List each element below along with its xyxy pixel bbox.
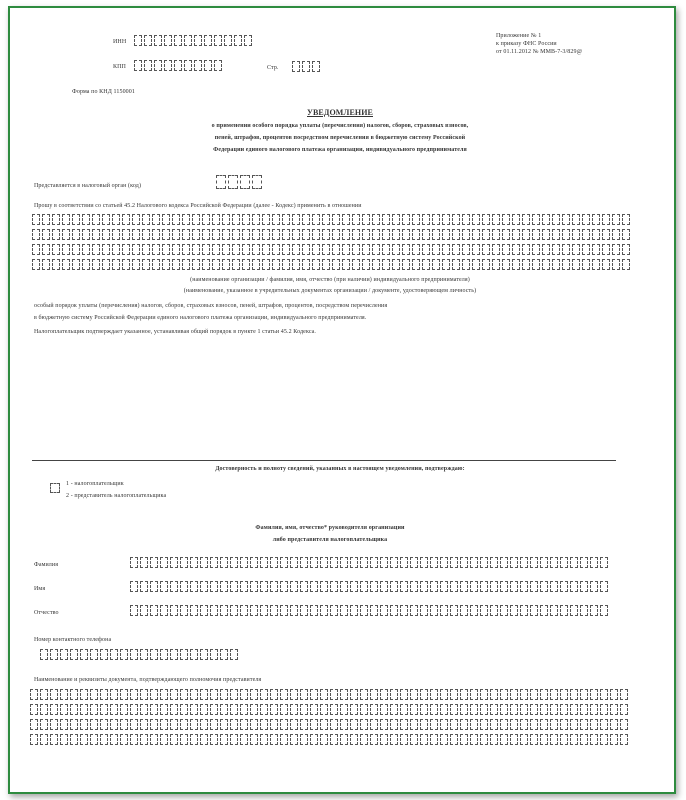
tax-authority-label: Представляется в налоговый орган (код) — [34, 183, 142, 189]
inn-label: ИНН — [113, 39, 127, 45]
person-heading-2: либо представителя налогоплательщика — [272, 537, 388, 543]
request-line: Прошу в соответствии со статьей 45.2 Налогового кодекса Российской Федерации (далее - Кодекс) применить в отношении — [34, 203, 362, 209]
form-title: УВЕДОМЛЕНИЕ — [307, 108, 373, 117]
doc-cells-row-3[interactable] — [30, 719, 630, 730]
org-name-row-3[interactable] — [32, 244, 632, 255]
patronymic-label: Отчество — [34, 610, 59, 616]
org-name-row-1[interactable] — [32, 214, 632, 225]
doc-label: Наименование и реквизиты документа, подтверждающего полномочия представителя — [34, 677, 262, 683]
person-heading: Фамилия, имя, отчество* руководителя организации — [255, 525, 405, 531]
title-line: о применении особого порядка уплаты (перечисления) налогов, сборов, страховых взносов, — [211, 123, 469, 129]
page-number-cells[interactable] — [292, 61, 322, 72]
name-cells[interactable] — [130, 581, 610, 592]
doc-cells-row-1[interactable] — [30, 689, 630, 700]
paragraph-2: в бюджетную систему Российской Федерации единого налогового платежа организации, индивидуального предпринимателя. — [34, 315, 367, 321]
title-line: Федерации единого налогового платежа организации, индивидуального предпринимателя — [213, 147, 467, 153]
phone-cells[interactable] — [40, 649, 240, 660]
kpp-label: КПП — [113, 64, 126, 70]
patronymic-cells[interactable] — [130, 605, 610, 616]
title-line: пеней, штрафов, процентов посредством перечисления в бюджетную систему Российской — [214, 135, 466, 141]
signer-type-checkbox[interactable] — [50, 483, 60, 493]
appendix-line: Приложение № 1 — [496, 33, 542, 39]
doc-cells-row-2[interactable] — [30, 704, 630, 715]
phone-label: Номер контактного телефона — [34, 637, 112, 643]
form-page — [8, 6, 676, 794]
option-representative: 2 - представитель налогоплательщика — [66, 493, 167, 499]
signature-section-heading: Достоверность и полноту сведений, указанных в настоящем уведомлении, подтверждаю: — [215, 466, 465, 472]
knd-label: Форма по КНД 1150001 — [72, 89, 135, 95]
appendix-line: от 01.11.2012 № ММВ-7-3/829@ — [496, 49, 583, 55]
section-divider — [32, 460, 616, 461]
org-name-row-2[interactable] — [32, 229, 632, 240]
surname-cells[interactable] — [130, 557, 610, 568]
org-caption-2: (наименование, указанное в учредительных документах организации / документе, удостоверяющем личность) — [183, 288, 477, 294]
surname-label: Фамилия — [34, 562, 59, 568]
org-caption: (наименование организации / фамилия, имя, отчество (при наличии) индивидуального предпринимателя) — [190, 277, 470, 283]
appendix-note — [496, 32, 582, 56]
page-label: Стр. — [267, 65, 279, 71]
tax-authority-code-cells[interactable] — [216, 175, 264, 189]
org-name-row-4[interactable] — [32, 259, 632, 270]
appendix-line: к приказу ФНС России — [496, 41, 557, 47]
doc-cells-row-4[interactable] — [30, 734, 630, 745]
paragraph-3: Налогоплательщик подтверждает указанное, устанавливая общий порядок в пункте 1 статьи 45.2 Кодекса. — [34, 329, 317, 335]
inn-cells[interactable] — [134, 35, 254, 46]
option-taxpayer: 1 - налогоплательщик — [66, 481, 124, 487]
paragraph-1: особый порядок уплаты (перечисления) налогов, сборов, страховых взносов, пеней, штрафов, процентов, посредством перечисления — [34, 303, 388, 309]
kpp-cells[interactable] — [134, 60, 224, 71]
name-label: Имя — [34, 586, 46, 592]
